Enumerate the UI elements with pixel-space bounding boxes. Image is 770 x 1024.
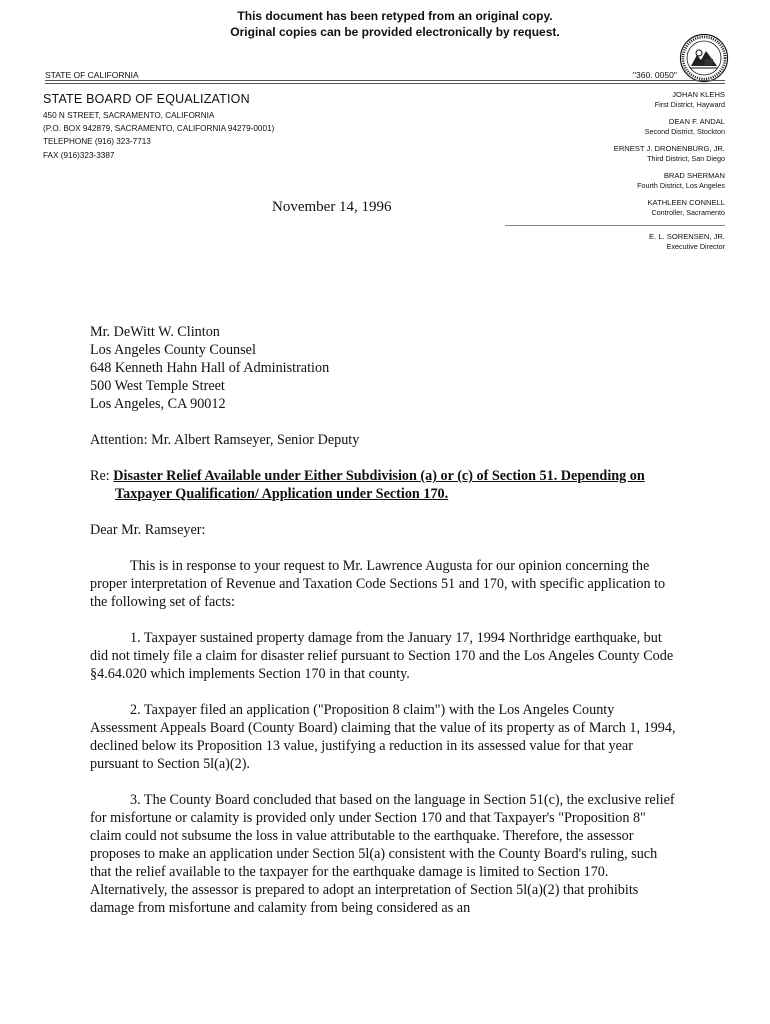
member-name: BRAD SHERMAN <box>663 171 725 180</box>
paragraph-intro: This is in response to your request to Mr. Lawrence Augusta for our opinion concerning the proper interpretation of Revenue and Taxation Code Sections 51 and 170, with specific application to the following set of facts: <box>90 558 666 610</box>
executive-director <box>505 225 725 251</box>
board-address <box>43 109 274 162</box>
member-name: ERNEST J. DRONENBURG, JR. <box>613 144 725 153</box>
header-rule-top <box>45 80 725 81</box>
notice-line-1: This document has been retyped from an original copy. <box>237 9 553 23</box>
paragraph-fact-1: 1. Taxpayer sustained property damage from the January 17, 1994 Northridge earthquake, but did not timely file a claim for disaster relief pursuant to Section 170 and the Los Angeles County Code §4.64.020 which implements Section 170 in that county. <box>90 630 674 682</box>
board-member <box>505 90 725 109</box>
notice-line-2: Original copies can be provided electronically by request. <box>230 25 560 39</box>
board-member <box>505 144 725 163</box>
telephone-line: TELEPHONE (916) 323-7713 <box>43 137 151 147</box>
re-label: Re: <box>90 468 114 484</box>
recipient-line: 500 West Temple Street <box>90 378 225 394</box>
member-name: KATHLEEN CONNELL <box>647 198 725 207</box>
recipient-line: 648 Kenneth Hahn Hall of Administration <box>90 360 330 376</box>
member-name: E. L. SORENSEN, JR. <box>649 232 725 241</box>
paragraph-fact-2: 2. Taxpayer filed an application ("Proposition 8 claim") with the Los Angeles County Assessment Appeals Board (County Board) claiming that the value of its property as of March 1, 1994, declined below its Proposition 13 value, justifying a reduction in its assessed value for that year pursuant to Section 5l(a)(2). <box>90 702 676 772</box>
letter-date: November 14, 1996 <box>272 199 392 215</box>
code-reference: "360. 0050" <box>633 70 677 80</box>
recipient-line: Los Angeles, CA 90012 <box>90 396 226 412</box>
member-role: Third District, San Diego <box>647 153 725 163</box>
board-members-list <box>505 90 725 259</box>
recipient-line: Los Angeles County Counsel <box>90 342 256 358</box>
fax-line: FAX (916)323-3387 <box>43 150 115 160</box>
member-role: Second District, Stockton <box>644 126 725 136</box>
member-role: Executive Director <box>666 241 725 251</box>
salutation: Dear Mr. Ramseyer: <box>90 522 206 538</box>
letter-body <box>90 323 680 917</box>
header-rule-bottom <box>45 83 725 84</box>
state-seal-icon <box>679 33 729 83</box>
member-name: DEAN F. ANDAL <box>668 117 725 126</box>
board-member <box>505 117 725 136</box>
paragraph-fact-3: 3. The County Board concluded that based on the language in Section 51(c), the exclusive relief for misfortune or calamity is provided only under Section 170 and that Taxpayer's "Proposition 8" claim could not subsume the loss in value attributable to the earthquake. Therefore, the assessor proposes to make an application under Section 5l(a) consistent with the County Board's ruling, such that the relief available to the taxpayer for the earthquake damage is limited to Section 170. Alternatively, the assessor is prepared to adopt an interpretation of Section 5l(a)(2) that prohibits damage from misfortune and calamity from being considered as an <box>90 792 675 916</box>
member-role: First District, Hayward <box>654 99 725 109</box>
state-of-california: STATE OF CALIFORNIA <box>45 70 139 80</box>
recipient-address <box>90 323 680 413</box>
board-member <box>505 198 725 217</box>
retyped-notice <box>0 8 770 40</box>
board-name: STATE BOARD OF EQUALIZATION <box>43 92 250 106</box>
re-line <box>90 467 680 503</box>
member-role: Controller, Sacramento <box>651 207 725 217</box>
address-line: 450 N STREET, SACRAMENTO, CALIFORNIA <box>43 111 215 120</box>
member-name: JOHAN KLEHS <box>672 90 725 99</box>
re-subject: Disaster Relief Available under Either Subdivision (a) or (c) of Section 51. Depending on Taxpayer Qualification/ Application under Section 170. <box>113 468 645 502</box>
address-line: (P.O. BOX 942879, SACRAMENTO, CALIFORNIA 94279-0001) <box>43 124 275 134</box>
recipient-line: Mr. DeWitt W. Clinton <box>90 324 220 340</box>
board-member <box>505 171 725 190</box>
member-role: Fourth District, Los Angeles <box>637 180 725 190</box>
attention-line: Attention: Mr. Albert Ramseyer, Senior Deputy <box>90 432 360 448</box>
